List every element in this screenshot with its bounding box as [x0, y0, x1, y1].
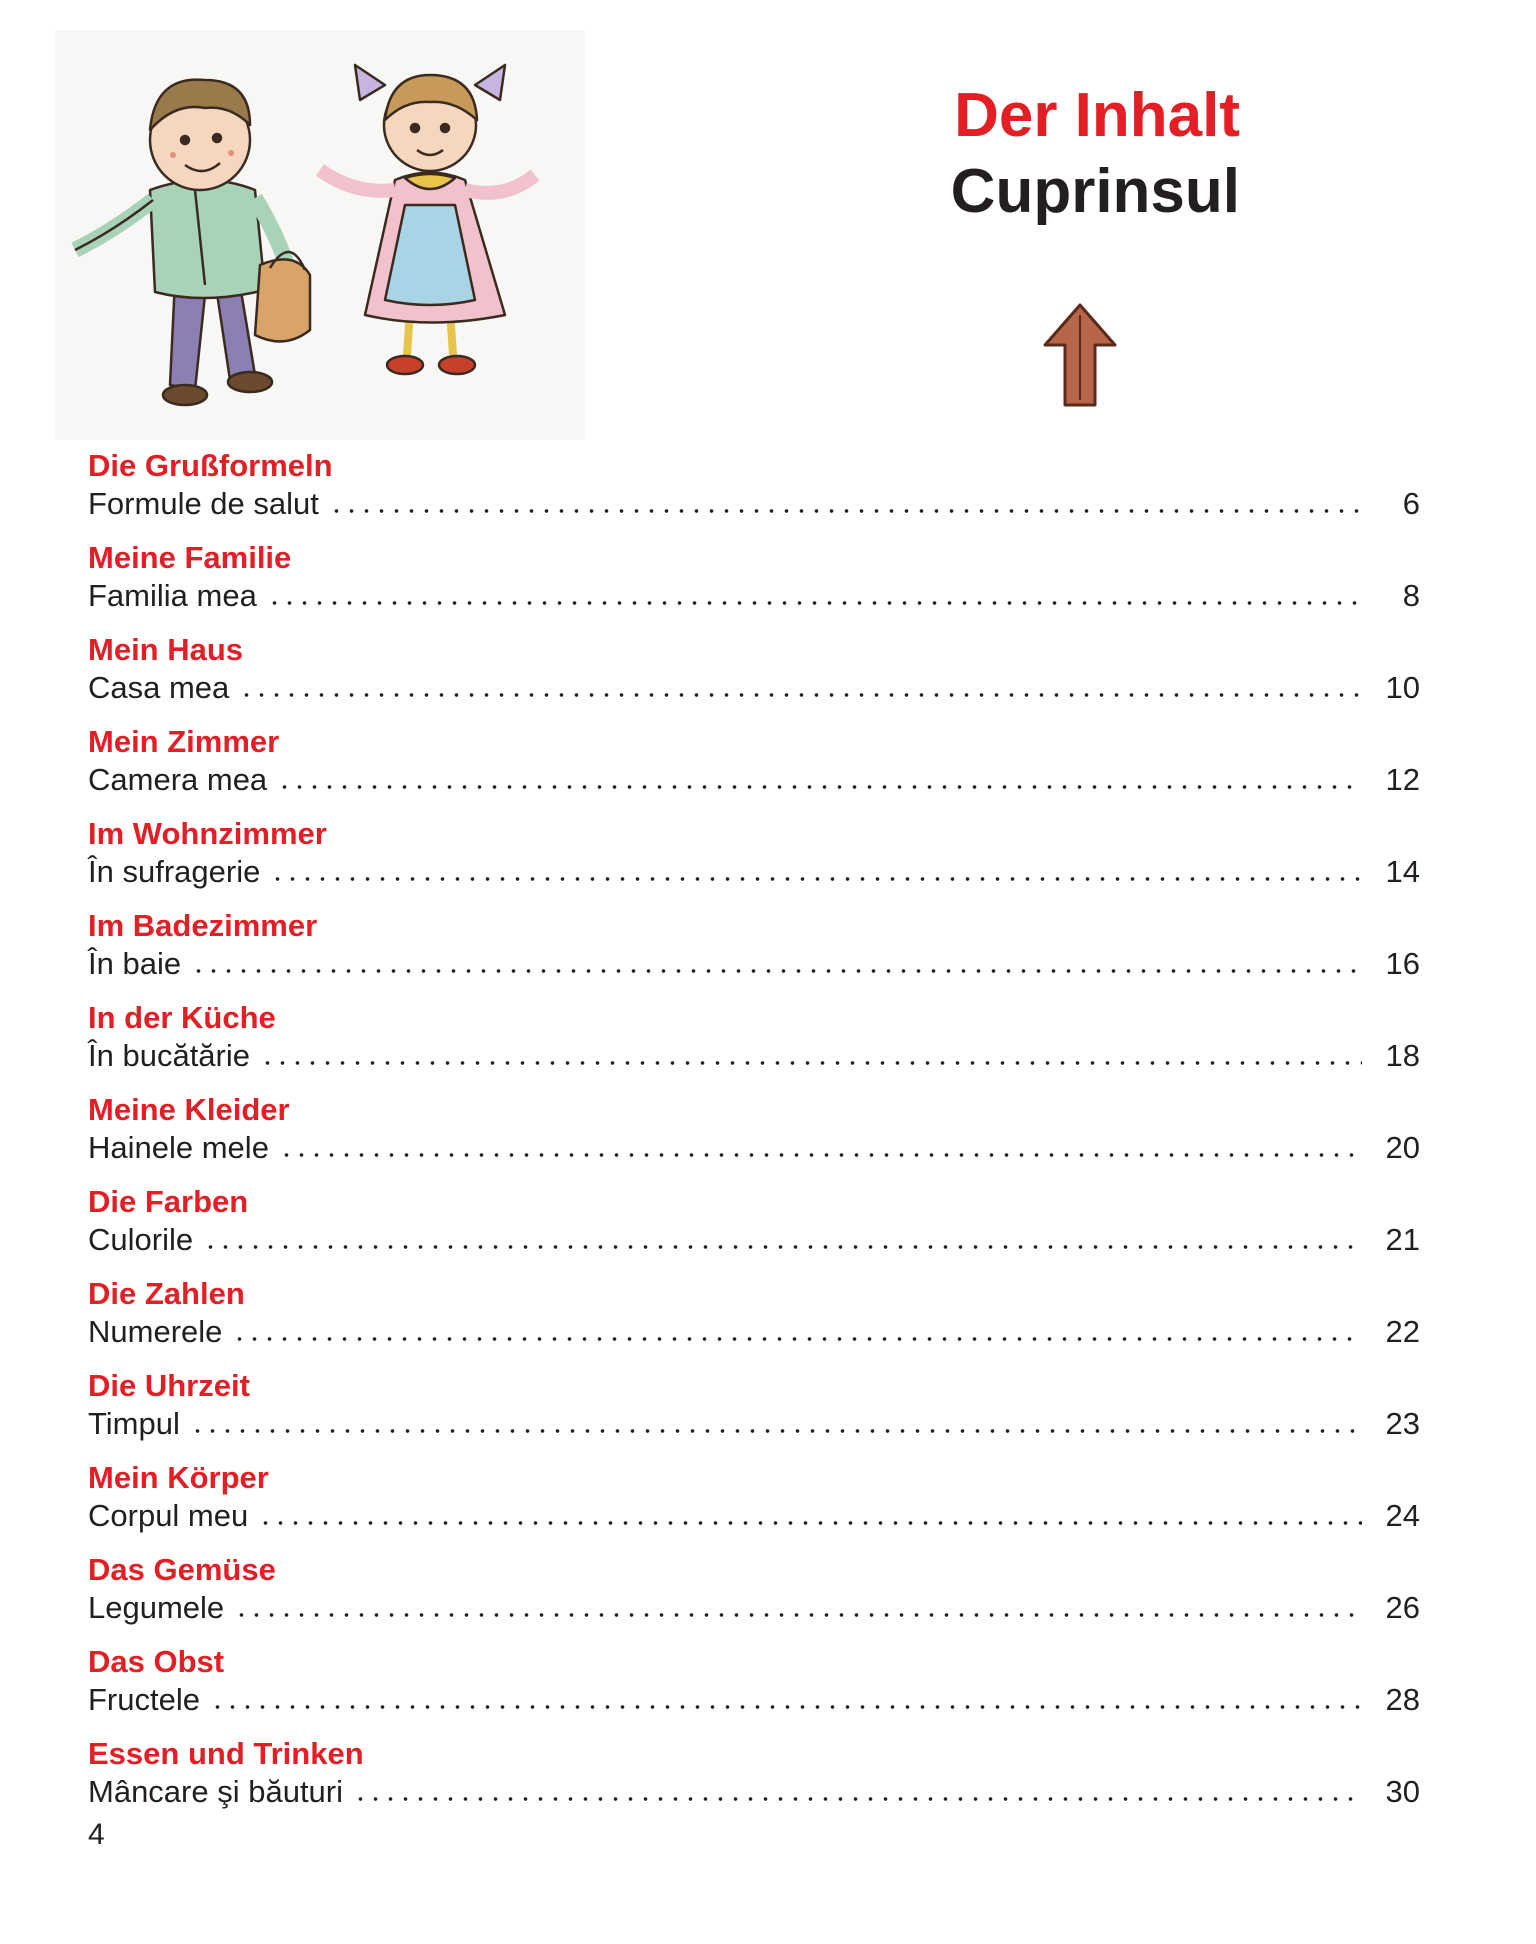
page-number: 4 — [88, 1818, 105, 1851]
toc-heading-german: Die Grußformeln — [88, 448, 333, 483]
dot-leader — [232, 1336, 1362, 1342]
toc-subtitle-romanian: Culorile — [88, 1222, 194, 1257]
title-block — [880, 78, 1240, 230]
toc-line — [88, 1773, 1420, 1811]
toc-page-number: 14 — [1385, 854, 1420, 889]
toc-line — [88, 1313, 1420, 1351]
toc-heading-german: Meine Familie — [88, 540, 292, 575]
dot-leader — [353, 1796, 1362, 1802]
toc-subtitle-romanian: Mâncare şi băuturi — [88, 1774, 344, 1809]
dot-leader — [190, 1428, 1362, 1434]
toc-heading-german: Im Badezimmer — [88, 908, 318, 943]
toc-page-number: 28 — [1385, 1682, 1420, 1717]
toc-subtitle-romanian: În sufragerie — [88, 854, 261, 889]
dot-leader — [270, 876, 1362, 882]
toc-entry[interactable] — [88, 1183, 1420, 1275]
toc-entry[interactable] — [88, 815, 1420, 907]
dot-leader — [210, 1704, 1362, 1710]
toc-heading-german: Meine Kleider — [88, 1092, 290, 1127]
dot-leader — [329, 508, 1362, 514]
toc-heading-german: Mein Körper — [88, 1460, 269, 1495]
toc-line — [88, 669, 1420, 707]
dot-leader — [267, 600, 1362, 606]
toc-heading-german: Mein Zimmer — [88, 724, 280, 759]
toc-page-number: 10 — [1385, 670, 1420, 705]
toc-entry[interactable] — [88, 631, 1420, 723]
toc-subtitle-romanian: În bucătărie — [88, 1038, 250, 1073]
toc-page-number: 23 — [1385, 1406, 1420, 1441]
dot-leader — [279, 1152, 1362, 1158]
toc-subtitle-romanian: Camera mea — [88, 762, 268, 797]
toc-line — [88, 1681, 1420, 1719]
toc-entry[interactable] — [88, 999, 1420, 1091]
toc-entry[interactable] — [88, 907, 1420, 999]
toc-line — [88, 1129, 1420, 1167]
toc-line — [88, 1589, 1420, 1627]
toc-subtitle-romanian: Numerele — [88, 1314, 223, 1349]
dot-leader — [277, 784, 1362, 790]
toc-page-number: 30 — [1385, 1774, 1420, 1809]
up-arrow-icon — [1040, 300, 1120, 410]
toc-page-number: 8 — [1402, 578, 1420, 613]
toc-subtitle-romanian: Legumele — [88, 1590, 225, 1625]
toc-entry[interactable] — [88, 1551, 1420, 1643]
toc-subtitle-romanian: În baie — [88, 946, 182, 981]
toc-entry[interactable] — [88, 1643, 1420, 1735]
toc-line — [88, 853, 1420, 891]
toc-entry[interactable] — [88, 723, 1420, 815]
toc-heading-german: Die Farben — [88, 1184, 249, 1219]
children-illustration — [55, 30, 585, 440]
toc-subtitle-romanian: Formule de salut — [88, 486, 319, 521]
toc-page-number: 24 — [1385, 1498, 1420, 1533]
toc-line — [88, 577, 1420, 615]
toc-heading-german: Mein Haus — [88, 632, 244, 667]
toc-page-number: 12 — [1385, 762, 1420, 797]
toc-line — [88, 945, 1420, 983]
toc-entry[interactable] — [88, 1735, 1420, 1827]
toc-heading-german: Das Obst — [88, 1644, 225, 1679]
toc-heading-german: Essen und Trinken — [88, 1736, 364, 1771]
toc-heading-german: Im Wohnzimmer — [88, 816, 327, 851]
toc-subtitle-romanian: Familia mea — [88, 578, 257, 613]
toc-entry[interactable] — [88, 539, 1420, 631]
toc-heading-german: Die Uhrzeit — [88, 1368, 250, 1403]
toc-page-number: 6 — [1402, 486, 1420, 521]
title-romanian: Cuprinsul — [950, 157, 1240, 226]
toc-heading-german: In der Küche — [88, 1000, 276, 1035]
dot-leader — [258, 1520, 1362, 1526]
toc-page-number: 20 — [1385, 1130, 1420, 1165]
toc-heading-german: Das Gemüse — [88, 1552, 276, 1587]
table-of-contents — [88, 447, 1420, 1827]
toc-entry[interactable] — [88, 1459, 1420, 1551]
toc-subtitle-romanian: Timpul — [88, 1406, 180, 1441]
toc-page-number: 21 — [1385, 1222, 1420, 1257]
dot-leader — [260, 1060, 1362, 1066]
toc-entry[interactable] — [88, 1275, 1420, 1367]
title-german: Der Inhalt — [954, 81, 1240, 150]
toc-heading-german: Die Zahlen — [88, 1276, 245, 1311]
toc-line — [88, 485, 1420, 523]
toc-subtitle-romanian: Fructele — [88, 1682, 200, 1717]
toc-page-number: 16 — [1385, 946, 1420, 981]
toc-line — [88, 761, 1420, 799]
toc-subtitle-romanian: Casa mea — [88, 670, 230, 705]
toc-page-number: 26 — [1385, 1590, 1420, 1625]
toc-entry[interactable] — [88, 1367, 1420, 1459]
toc-page-number: 18 — [1385, 1038, 1420, 1073]
toc-line — [88, 1497, 1420, 1535]
dot-leader — [191, 968, 1362, 974]
toc-line — [88, 1221, 1420, 1259]
toc-line — [88, 1405, 1420, 1443]
toc-entry[interactable] — [88, 1091, 1420, 1183]
toc-subtitle-romanian: Hainele mele — [88, 1130, 269, 1165]
dot-leader — [234, 1612, 1362, 1618]
toc-page-number: 22 — [1385, 1314, 1420, 1349]
toc-entry[interactable] — [88, 447, 1420, 539]
dot-leader — [203, 1244, 1362, 1250]
dot-leader — [239, 692, 1362, 698]
toc-line — [88, 1037, 1420, 1075]
toc-subtitle-romanian: Corpul meu — [88, 1498, 249, 1533]
